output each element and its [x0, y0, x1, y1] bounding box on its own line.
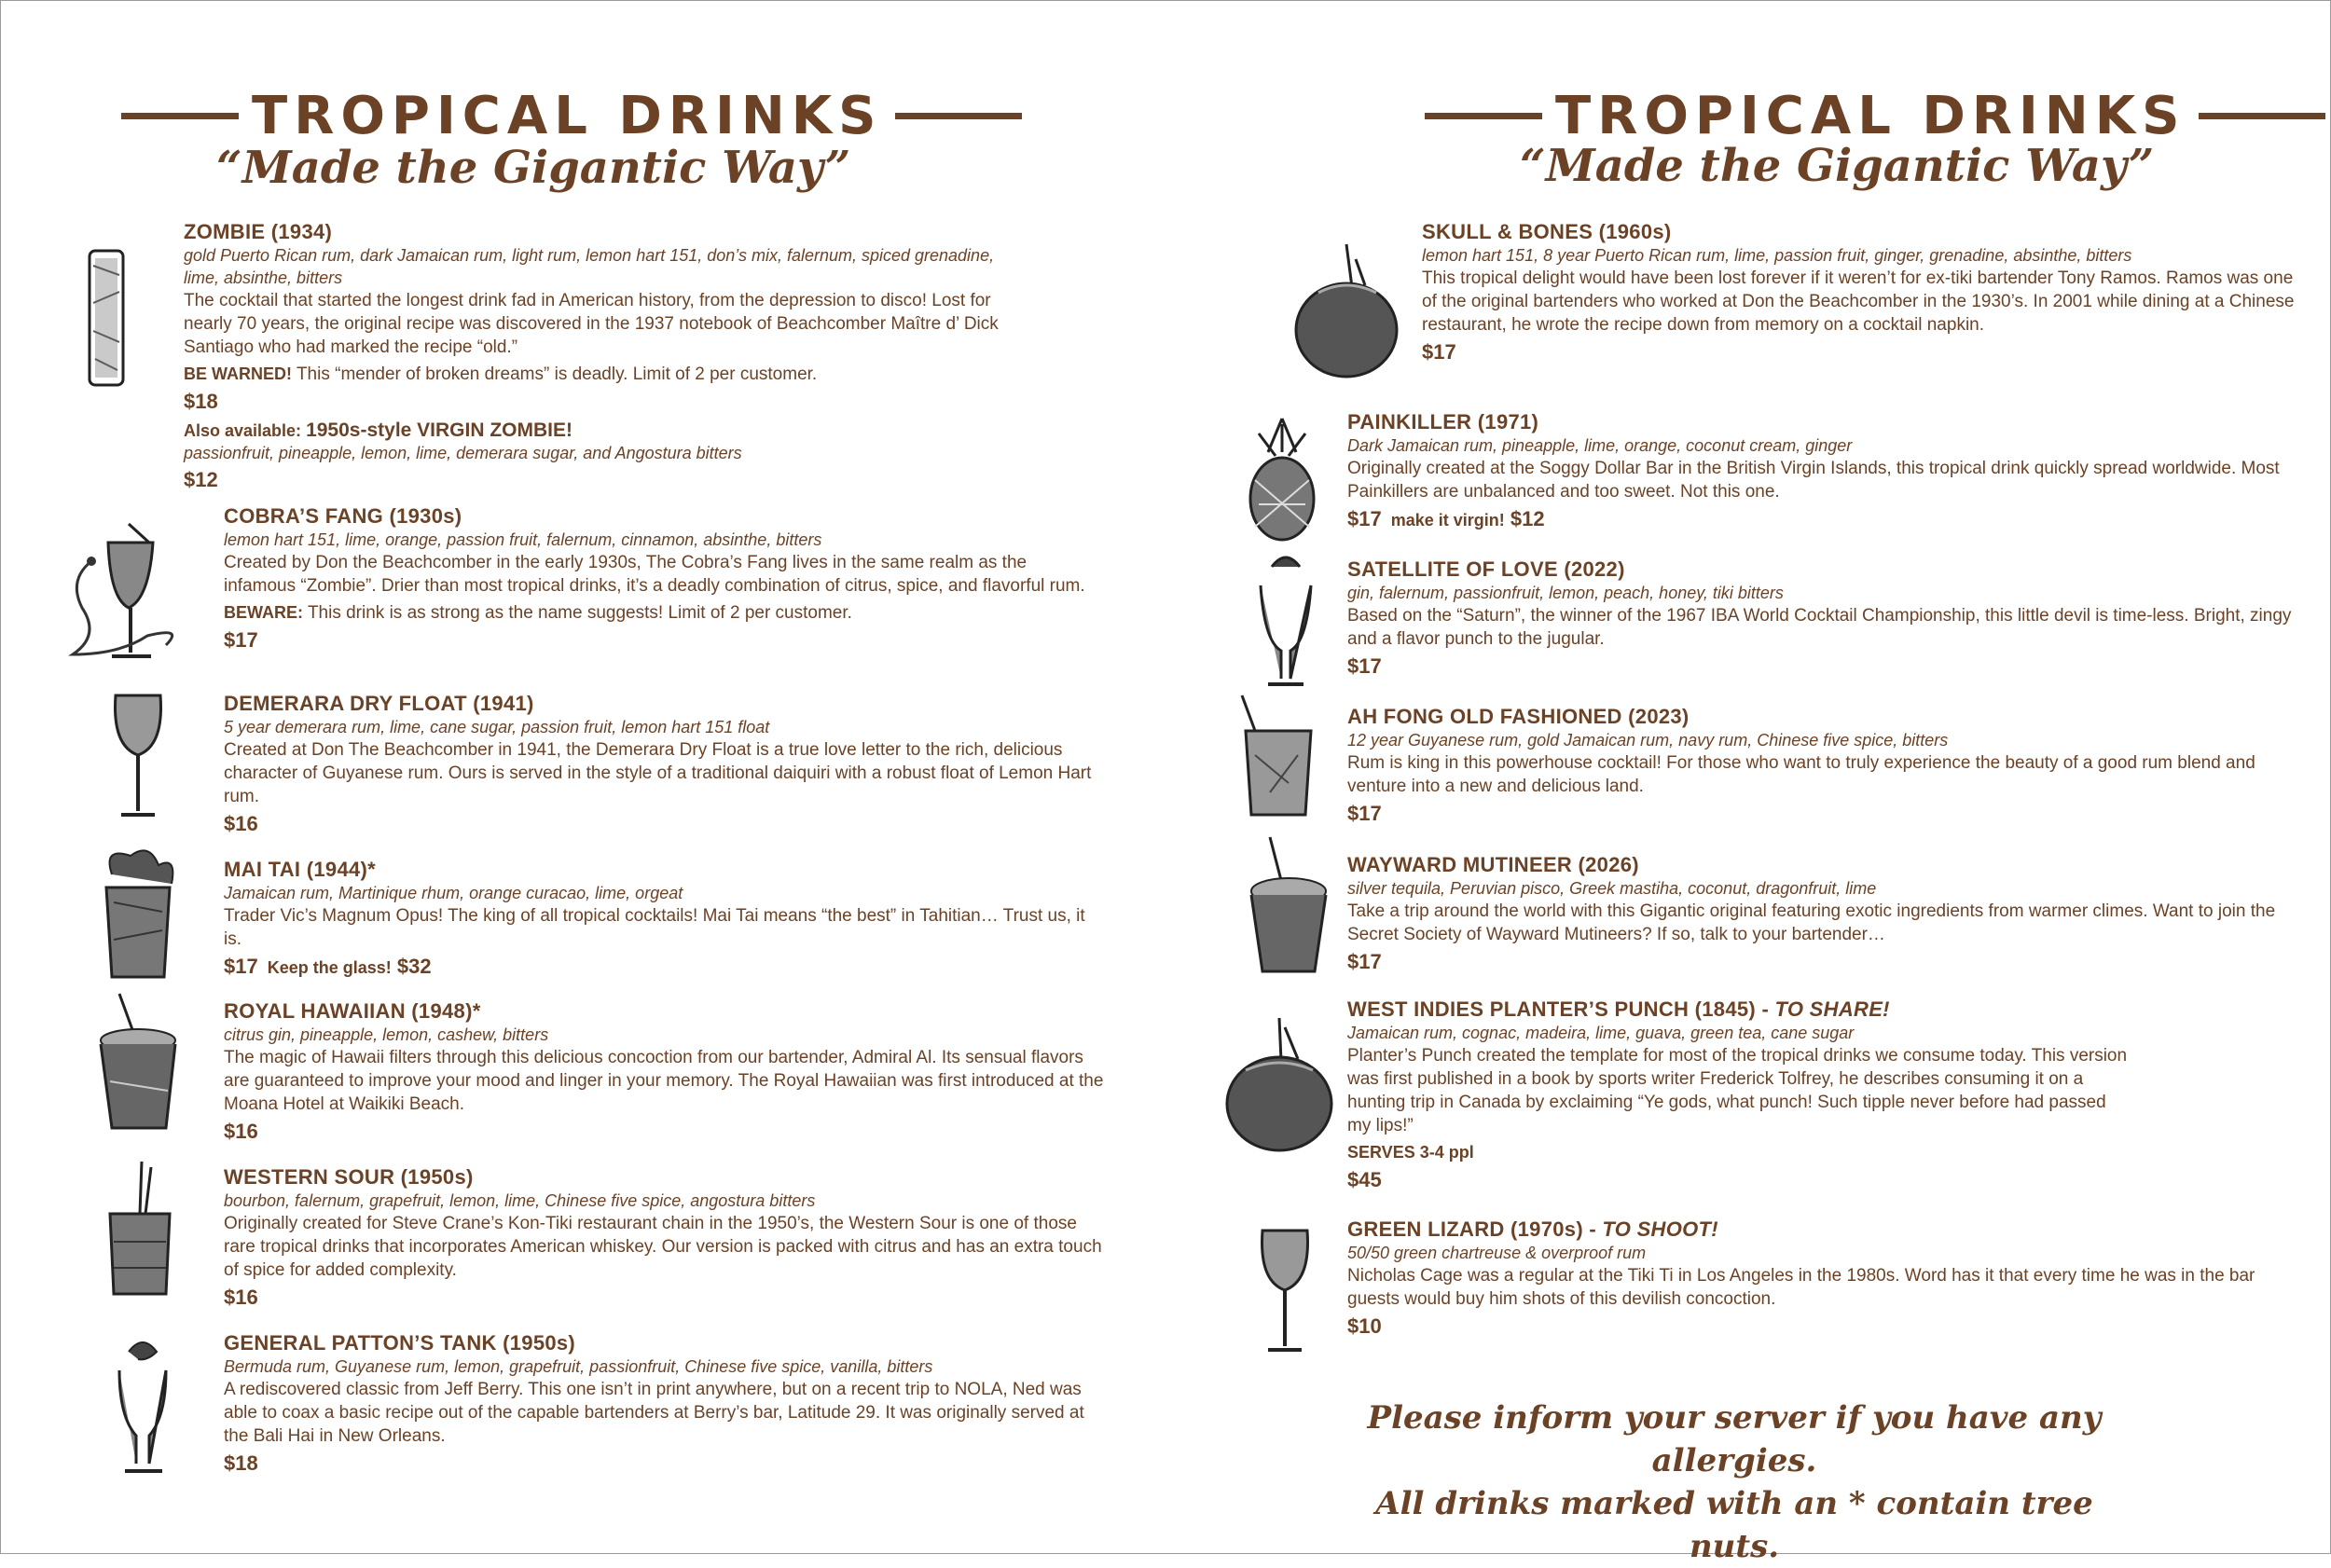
header-rule-right — [2199, 113, 2325, 119]
item-price: $45 — [1347, 1168, 1382, 1191]
item-ingredients: Jamaican rum, Martinique rhum, orange curacao, lime, orgeat — [224, 884, 683, 902]
page-header — [1425, 86, 2325, 146]
item-description: The cocktail that started the longest drink fad in American history, from the depression to disco! Lost for nearly 70 years, the original recipe was discovered in the 1937 notebook of Beachcomber Maître d’ Dick Santiago who had marked the recipe “old.” — [184, 291, 999, 357]
snake-glass-icon — [63, 515, 194, 669]
item-price: $17 — [1422, 340, 1456, 364]
item-price: $17 — [224, 628, 258, 652]
header-rule-right — [895, 113, 1022, 119]
also-price: $12 — [184, 468, 218, 491]
page-header — [121, 86, 1022, 146]
hurricane-glass-icon — [110, 1333, 175, 1479]
price-extra-value: $12 — [1510, 507, 1545, 530]
item-ingredients: 50/50 green chartreuse & overproof rum — [1347, 1244, 1647, 1262]
allergy-notice — [1333, 1396, 2135, 1568]
item-name-flag: TO SHOOT! — [1602, 1217, 1718, 1241]
item-description: A rediscovered classic from Jeff Berry. This one isn’t in print anywhere, but on a recent trip to NOLA, Ned was able to coax a basic recipe out of the capable bartenders at Berry’s bar, Latitude 29. It was originally served at the Bali Hai in New Orleans. — [224, 1380, 1084, 1446]
item-description: Take a trip around the world with this Gigantic original featuring exotic ingredients from warmer climes. Want to join the Secret Society of Wayward Mutineers? If so, talk to your bartender… — [1347, 901, 2276, 944]
item-description: Nicholas Cage was a regular at the Tiki Ti in Los Angeles in the 1980s. Word has it that every time he was in the bar guests would buy him shots of this devilish concoction. — [1347, 1266, 2255, 1309]
menu-item-royal-hawaiian — [224, 999, 1110, 1144]
item-name: SATELLITE OF LOVE (2022) — [1347, 557, 1625, 581]
price-extra-label: make it virgin! — [1390, 511, 1505, 530]
item-name: WESTERN SOUR (1950s) — [224, 1165, 474, 1189]
item-name: WAYWARD MUTINEER (2026) — [1347, 853, 1639, 876]
zombie-glass-icon — [86, 247, 129, 389]
page-tagline: “Made the Gigantic Way” — [216, 142, 851, 194]
allergy-notice-line2: All drinks marked with an * contain tree nuts. — [1375, 1485, 2093, 1565]
item-description: Rum is king in this powerhouse cocktail! For those who want to truly experience the beauty of a good rum blend and venture into a new and delicious land. — [1347, 753, 2255, 796]
menu-item-western-sour — [224, 1165, 1110, 1310]
item-price: $17 — [1347, 950, 1382, 973]
item-ingredients: Jamaican rum, cognac, madeira, lime, guava, green tea, cane sugar — [1347, 1024, 1855, 1042]
item-description: Originally created at the Soggy Dollar Bar in the British Virgin Islands, this tropical drink quickly spread worldwide. Most Painkillers are unbalanced and too sweet. Not this one. — [1347, 459, 2280, 502]
item-ingredients: 12 year Guyanese rum, gold Jamaican rum, navy rum, Chinese five spice, bitters — [1347, 731, 1949, 750]
item-name: ROYAL HAWAIIAN (1948)* — [224, 999, 481, 1023]
item-ingredients: Dark Jamaican rum, pineapple, lime, orange, coconut cream, ginger — [1347, 436, 1853, 455]
item-name: AH FONG OLD FASHIONED (2023) — [1347, 705, 1690, 728]
wine-glass-icon — [1257, 1225, 1313, 1357]
item-description: This tropical delight would have been lost forever if it weren’t for ex-tiki bartender Tony Ramos. Ramos was one of the original bartenders who worked at Don the Beachcomber in the 1930’s. In 2001 while dining at a Chinese restaurant, he wrote the recipe down from memory on a cocktail napkin. — [1422, 268, 2295, 335]
item-description: The magic of Hawaii filters through this delicious concoction from our bartender, Admiral Al. Its sensual flavors are guaranteed to improve your mood and linger in your memory. The Royal Hawaiian was first introduced at the Moana Hotel at Waikiki Beach. — [224, 1048, 1104, 1114]
menu-item-cobras-fang — [224, 504, 1100, 653]
also-label: Also available: — [184, 421, 302, 440]
item-price: $16 — [224, 1120, 258, 1143]
item-price: $17 — [1347, 802, 1382, 825]
tumbler-straw-icon — [91, 988, 185, 1137]
item-name: GENERAL PATTON’S TANK (1950s) — [224, 1331, 576, 1355]
item-ingredients: lemon hart 151, 8 year Puerto Rican rum, lime, passion fruit, ginger, grenadine, absinthe, bitters — [1422, 246, 2132, 265]
crushed-ice-glass-icon — [1242, 832, 1335, 981]
menu-item-demerara-dry-float — [224, 692, 1110, 836]
item-serves — [1347, 1141, 2298, 1164]
menu-item-green-lizard — [1347, 1217, 2298, 1339]
item-price: $16 — [224, 1286, 258, 1309]
rocks-glass-icon — [104, 1158, 175, 1298]
item-name — [1347, 997, 2298, 1022]
menu-item-mai-tai — [224, 858, 1100, 979]
page-tagline: “Made the Gigantic Way” — [1520, 140, 2155, 192]
item-ingredients: lemon hart 151, lime, orange, passion fruit, falernum, cinnamon, absinthe, bitters — [224, 530, 822, 549]
menu-item-wayward-mutineer — [1347, 853, 2298, 974]
item-price: $17 — [1347, 654, 1382, 678]
item-description: Created at Don The Beachcomber in 1941, the Demerara Dry Float is a true love letter to the rich, delicious character of Guyanese rum. Ours is served in the style of a traditional daiquiri with a robust float of Lemon Hart rum. — [224, 740, 1092, 806]
left-page — [0, 0, 1166, 1554]
item-name: SKULL & BONES (1960s) — [1422, 220, 1672, 243]
item-name-text: GREEN LIZARD (1970s) - — [1347, 1217, 1603, 1241]
item-name: DEMERARA DRY FLOAT (1941) — [224, 692, 534, 715]
note-text: This “mender of broken dreams” is deadly. Limit of 2 per customer. — [296, 364, 818, 384]
item-price: $10 — [1347, 1314, 1382, 1338]
item-price: $18 — [224, 1451, 258, 1475]
item-ingredients: silver tequila, Peruvian pisco, Greek mastiha, coconut, dragonfruit, lime — [1347, 879, 1877, 898]
page-title: TROPICAL DRINKS — [252, 86, 883, 146]
item-price: $16 — [224, 812, 258, 835]
menu-item-skull-and-bones — [1422, 220, 2298, 364]
also-name: 1950s-style VIRGIN ZOMBIE! — [306, 420, 572, 441]
item-name-flag: TO SHARE! — [1774, 997, 1890, 1021]
item-price: $18 — [184, 390, 218, 413]
pilsner-glass-icon — [1253, 548, 1318, 688]
item-ingredients: gold Puerto Rican rum, dark Jamaican rum, light rum, lemon hart 151, don’s mix, falernum, spiced grenadine, lime, absinthe, bitters — [184, 246, 995, 287]
menu-item-ah-fong-old-fashioned — [1347, 705, 2298, 826]
note-text: This drink is as strong as the name suggests! Limit of 2 per customer. — [307, 603, 852, 623]
item-name: PAINKILLER (1971) — [1347, 410, 1539, 433]
item-description: Trader Vic’s Magnum Opus! The king of all tropical cocktails! Mai Tai means “the best” in Tahitian… Trust us, it is. — [224, 906, 1085, 949]
item-note — [184, 363, 1023, 386]
item-ingredients: 5 year demerara rum, lime, cane sugar, passion fruit, lemon hart 151 float — [224, 718, 770, 736]
menu-item-general-pattons-tank — [224, 1331, 1110, 1476]
item-name — [1347, 1217, 2298, 1242]
item-name: ZOMBIE (1934) — [184, 220, 333, 243]
item-ingredients: Bermuda rum, Guyanese rum, lemon, grapefruit, passionfruit, Chinese five spice, vanilla, bitters — [224, 1357, 933, 1376]
item-description: Based on the “Saturn”, the winner of the 1967 IBA World Cocktail Championship, this little devil is time-less. Bright, zingy and a flavor punch to the jugular. — [1347, 606, 2292, 649]
wine-glass-icon — [110, 690, 166, 822]
item-name: MAI TAI (1944)* — [224, 858, 377, 881]
menu-item-zombie — [184, 220, 1023, 492]
pineapple-icon — [1240, 415, 1324, 543]
item-description: Originally created for Steve Crane’s Kon-Tiki restaurant chain in the 1950’s, the Western Sour is one of those rare tropical drinks that incorporates American whiskey. Our version is packed with citrus and has an extra touch of spice for added complexity. — [224, 1214, 1102, 1280]
item-name-text: WEST INDIES PLANTER’S PUNCH (1845) - — [1347, 997, 1775, 1021]
item-ingredients: gin, falernum, passionfruit, lemon, peach, honey, tiki bitters — [1347, 584, 1784, 602]
item-note — [224, 601, 1100, 625]
item-description: Created by Don the Beachcomber in the early 1930s, The Cobra’s Fang lives in the same realm as the infamous “Zombie”. Drier than most tropical drinks, it’s a deadly combination of citrus, spice, and flavorful rum. — [224, 553, 1085, 596]
item-price — [224, 955, 1100, 979]
item-name: COBRA’S FANG (1930s) — [224, 504, 462, 528]
coconut-bowl-icon — [1223, 1014, 1335, 1154]
price-extra-label: Keep the glass! — [267, 958, 392, 977]
menu-item-painkiller — [1347, 410, 2298, 531]
item-ingredients: bourbon, falernum, grapefruit, lemon, lime, Chinese five spice, angostura bitters — [224, 1191, 816, 1210]
menu-item-west-indies-planters-punch — [1347, 997, 2298, 1192]
right-page — [1166, 0, 2331, 1554]
allergy-notice-line1: Please inform your server if you have any allergies. — [1367, 1399, 2102, 1479]
note-label: BEWARE: — [224, 603, 303, 622]
serves-text: SERVES 3-4 ppl — [1347, 1143, 1474, 1162]
price-extra-value: $32 — [396, 955, 432, 978]
item-ingredients: citrus gin, pineapple, lemon, cashew, bitters — [224, 1025, 549, 1044]
item-description: Planter’s Punch created the template for most of the tropical drinks we consume today. This version was first published in a book by sports writer Frederick Tolfrey, he describes consuming it on a hunting trip in Canada by exclaiming “Ye gods, what punch! Such tipple never before had passed my lips!” — [1347, 1046, 2128, 1135]
menu-item-satellite-of-love — [1347, 557, 2298, 679]
old-fashioned-glass-icon — [1233, 690, 1322, 820]
header-rule-left — [1425, 113, 1542, 119]
page-title: TROPICAL DRINKS — [1555, 86, 2186, 146]
mai-tai-glass-icon — [93, 846, 183, 986]
price-value: $17 — [224, 955, 258, 978]
header-rule-left — [121, 113, 239, 119]
price-value: $17 — [1347, 507, 1382, 530]
coconut-icon — [1290, 241, 1402, 380]
note-label: BE WARNED! — [184, 364, 292, 383]
item-price — [1347, 507, 2298, 531]
also-available — [184, 420, 1023, 442]
also-ingredients: passionfruit, pineapple, lemon, lime, demerara sugar, and Angostura bitters — [184, 444, 742, 462]
